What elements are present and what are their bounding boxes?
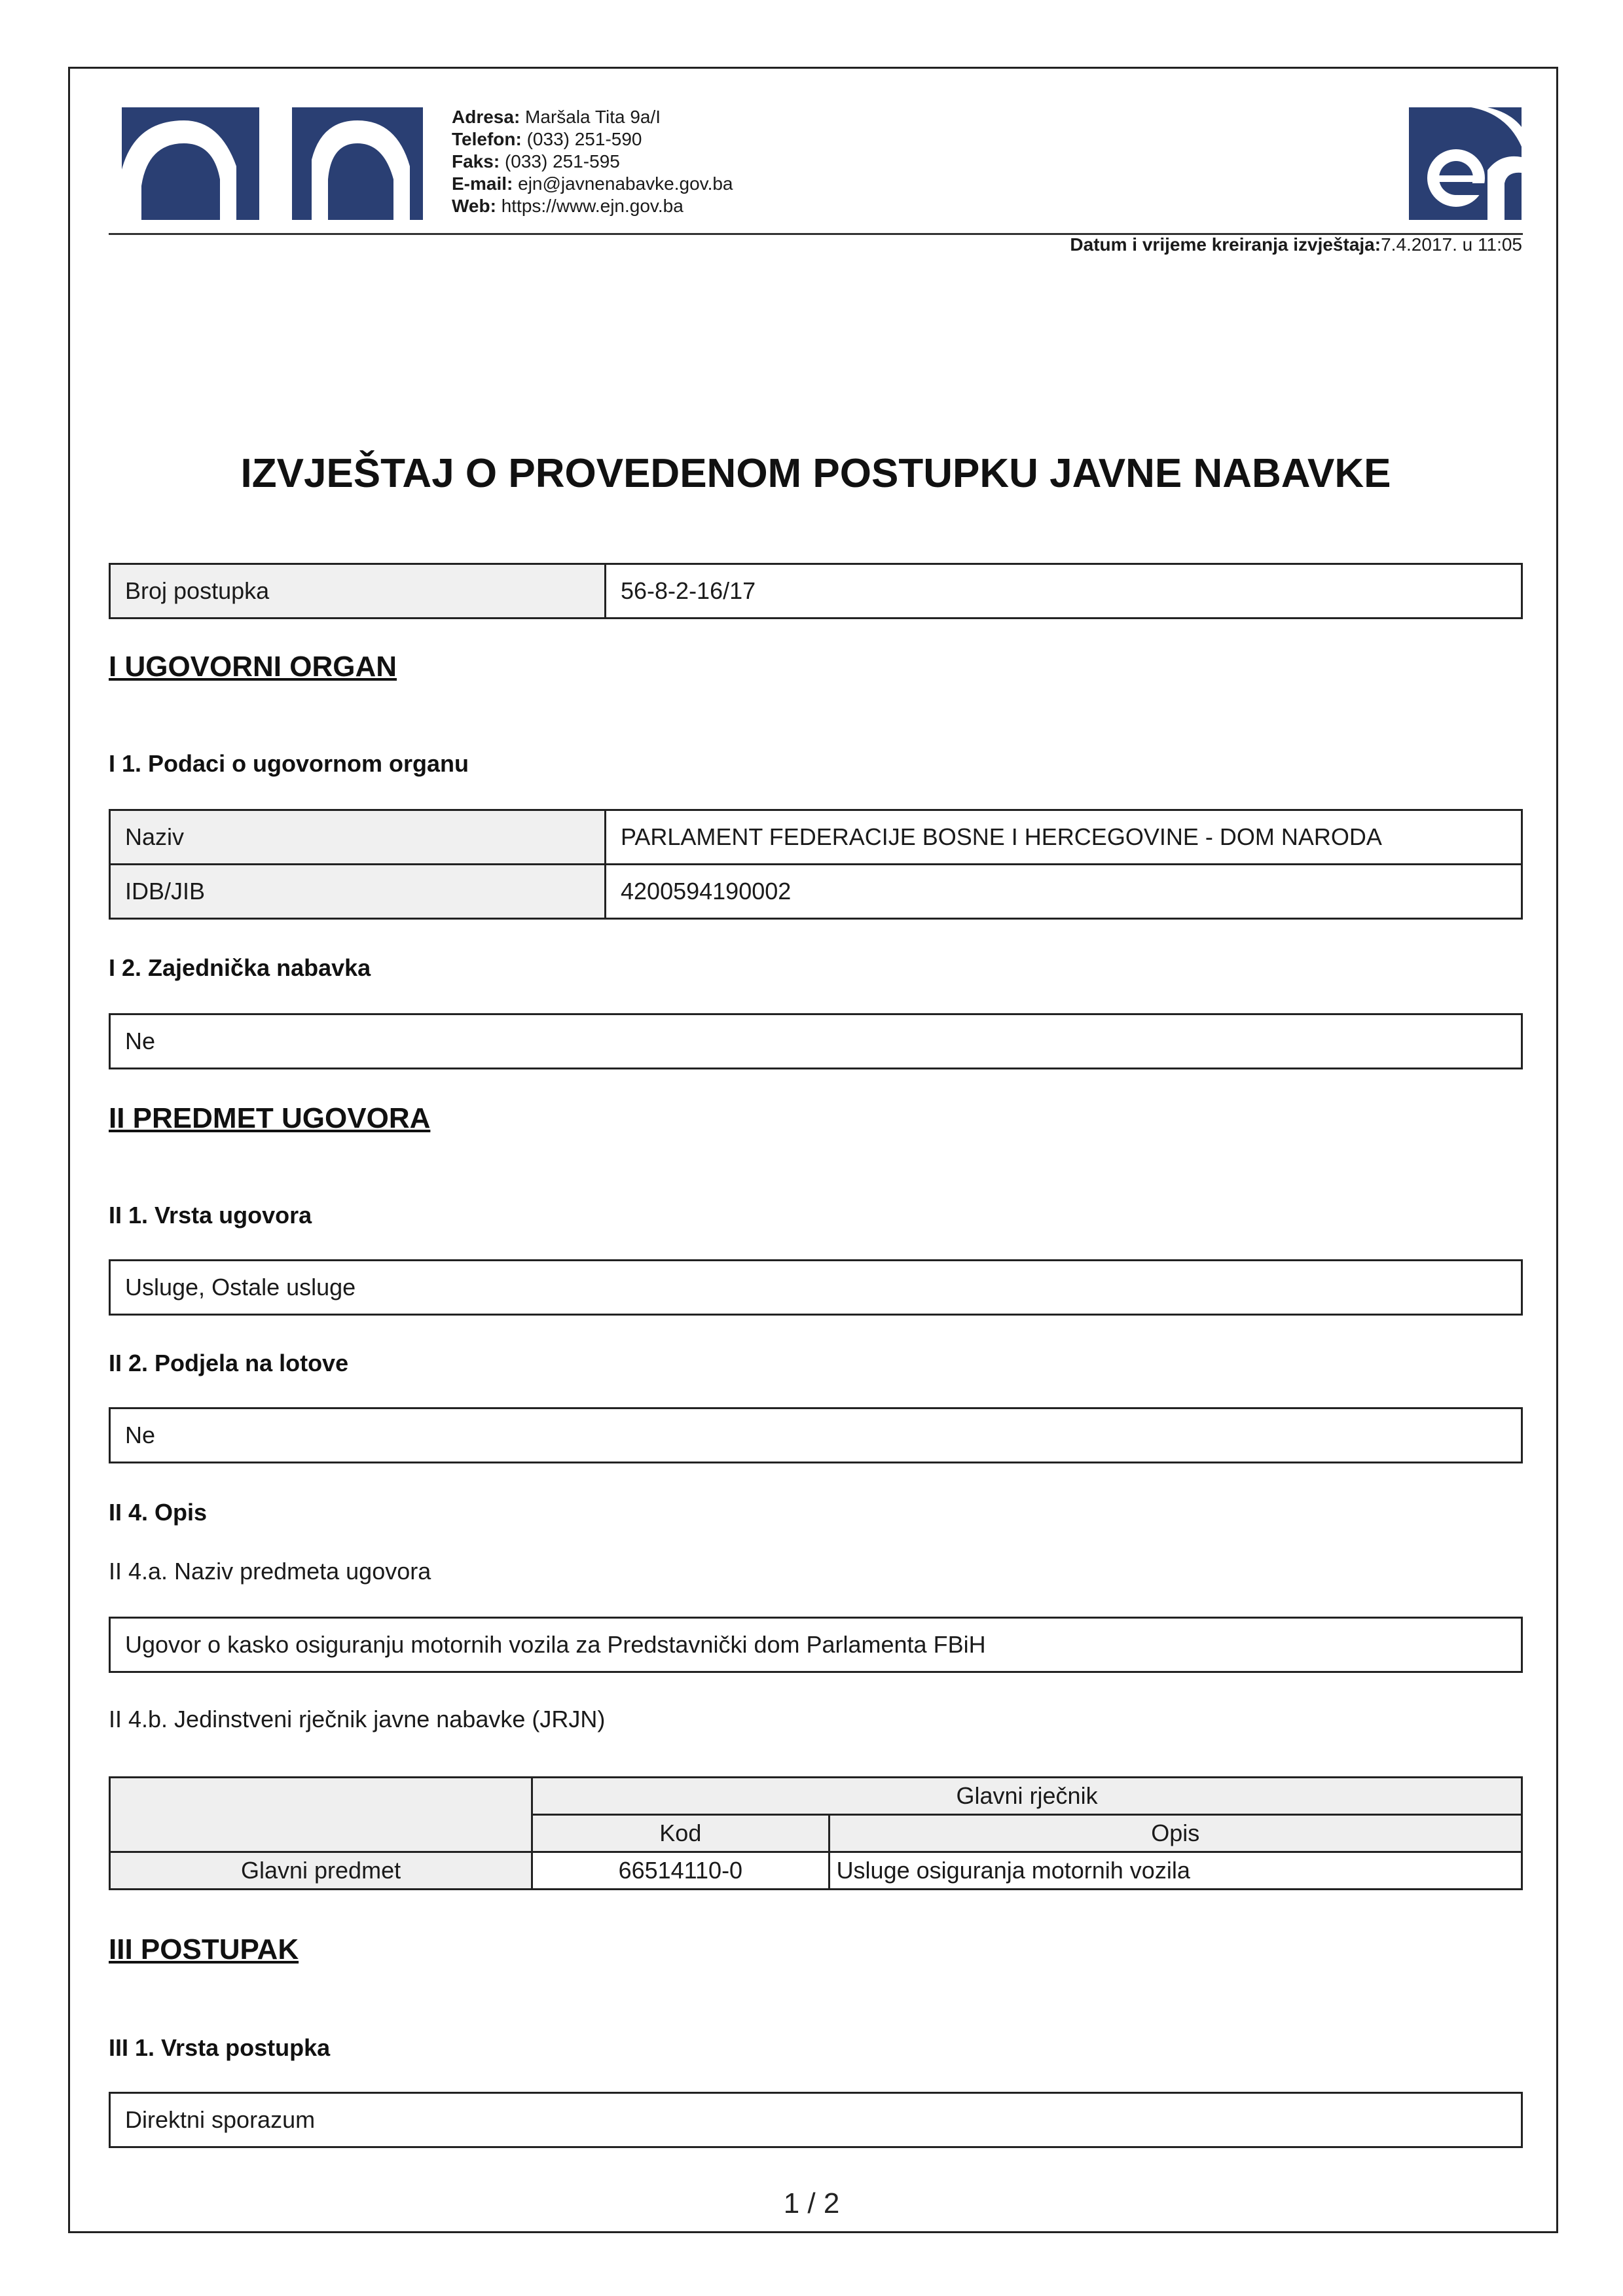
jrjn-empty-header [110, 1778, 532, 1852]
subsection-description: II 4. Opis [109, 1499, 208, 1526]
contact-fax [452, 151, 733, 173]
jrjn-main-dictionary-header: Glavni rječnik [532, 1778, 1522, 1815]
jrjn-table [109, 1776, 1523, 1890]
authority-name-value: PARLAMENT FEDERACIJE BOSNE I HERCEGOVINE - DOM NARODA [606, 810, 1522, 865]
ejn-logo-left [122, 107, 423, 220]
table-row [110, 865, 1522, 919]
creation-datetime [1070, 234, 1522, 255]
section-contracting-authority-title: I UGOVORNI ORGAN [109, 651, 397, 683]
section-contract-subject-title: II PREDMET UGOVORA [109, 1102, 431, 1134]
contact-email [452, 173, 733, 195]
contract-type-value: Usluge, Ostale usluge [110, 1261, 1522, 1315]
contact-phone [452, 128, 733, 151]
procedure-number-value: 56-8-2-16/17 [606, 564, 1522, 619]
table-row [110, 1618, 1522, 1672]
contact-address-label: Adresa: [452, 107, 520, 127]
subsection-lots: II 2. Podjela na lotove [109, 1350, 349, 1376]
jrjn-description-header: Opis [829, 1815, 1522, 1852]
contact-web-label: Web: [452, 196, 496, 216]
contact-block [452, 106, 733, 217]
table-row [110, 1408, 1522, 1463]
subsection-procedure-type: III 1. Vrsta postupka [109, 2034, 331, 2061]
authority-id-value: 4200594190002 [606, 865, 1522, 919]
creation-datetime-value: 7.4.2017. u 11:05 [1381, 234, 1522, 255]
page-frame [68, 67, 1558, 2233]
creation-datetime-label: Datum i vrijeme kreiranja izvještaja: [1070, 234, 1381, 255]
table-row [110, 1778, 1522, 1815]
table-row [110, 2093, 1522, 2147]
jrjn-code-header: Kod [532, 1815, 829, 1852]
table-row [110, 1014, 1522, 1069]
section-procedure-title: III POSTUPAK [109, 1933, 299, 1965]
jrjn-row-label: Glavni predmet [110, 1852, 532, 1890]
procedure-number-label: Broj postupka [110, 564, 606, 619]
subsection-authority-data: I 1. Podaci o ugovornom organu [109, 750, 469, 777]
contact-phone-value: (033) 251-590 [526, 129, 642, 149]
contact-email-label: E-mail: [452, 173, 513, 194]
table-row [110, 564, 1522, 619]
contact-web [452, 195, 733, 217]
procedure-type-value: Direktni sporazum [110, 2093, 1522, 2147]
table-row [110, 1261, 1522, 1315]
report-title: IZVJEŠTAJ O PROVEDENOM POSTUPKU JAVNE NABAVKE [240, 451, 1391, 496]
procedure-number-table [109, 563, 1523, 619]
contact-address-value: Maršala Tita 9a/I [525, 107, 661, 127]
subsection-subject-name: II 4.a. Naziv predmeta ugovora [109, 1558, 431, 1585]
ejn-logo-right [1409, 107, 1522, 220]
subject-name-value: Ugovor o kasko osiguranju motornih vozila za Predstavnički dom Parlamenta FBiH [110, 1618, 1522, 1672]
contact-web-value[interactable]: https://www.ejn.gov.ba [501, 196, 684, 216]
authority-name-label: Naziv [110, 810, 606, 865]
lots-value: Ne [110, 1408, 1522, 1463]
joint-procurement-value: Ne [110, 1014, 1522, 1069]
contact-fax-value: (033) 251-595 [504, 151, 620, 171]
contact-phone-label: Telefon: [452, 129, 522, 149]
contact-fax-label: Faks: [452, 151, 500, 171]
subsection-contract-type: II 1. Vrsta ugovora [109, 1202, 312, 1229]
lots-table [109, 1407, 1523, 1463]
subsection-joint-procurement: I 2. Zajednička nabavka [109, 954, 371, 981]
procedure-type-table [109, 2092, 1523, 2148]
contract-type-table [109, 1259, 1523, 1316]
contact-address [452, 106, 733, 128]
contact-email-value[interactable]: ejn@javnenabavke.gov.ba [518, 173, 733, 194]
jrjn-description-value: Usluge osiguranja motornih vozila [829, 1852, 1522, 1890]
subject-name-table [109, 1617, 1523, 1673]
page-number: 1 / 2 [783, 2187, 840, 2219]
authority-data-table [109, 809, 1523, 920]
authority-id-label: IDB/JIB [110, 865, 606, 919]
subsection-jrjn: II 4.b. Jedinstveni rječnik javne nabavke (JRJN) [109, 1706, 606, 1732]
table-row [110, 810, 1522, 865]
jrjn-code-value: 66514110-0 [532, 1852, 829, 1890]
table-row [110, 1852, 1522, 1890]
joint-procurement-table [109, 1013, 1523, 1069]
